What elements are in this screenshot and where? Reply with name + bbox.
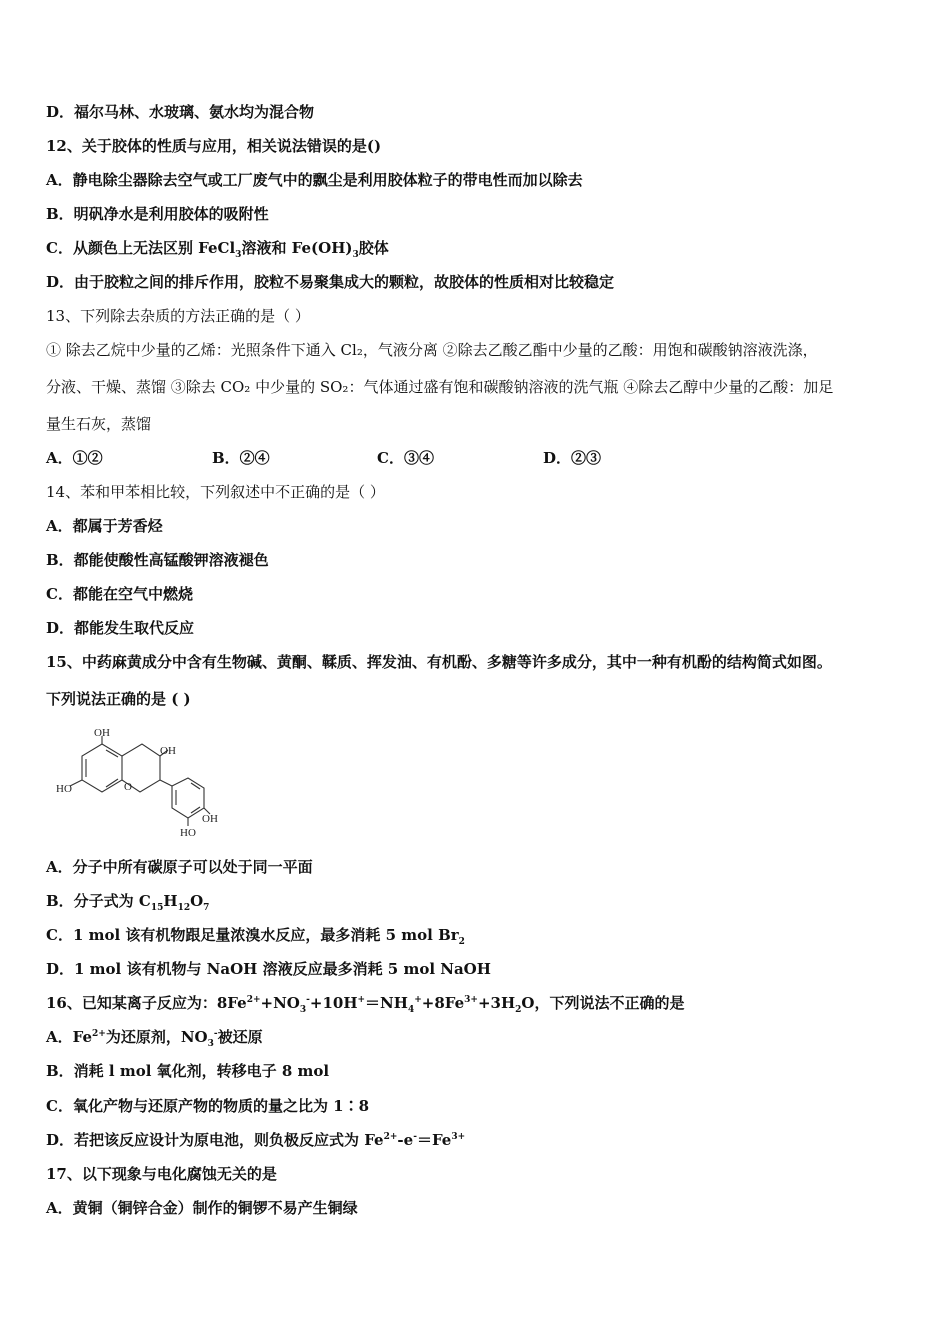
phenol-structure-diagram (52, 726, 222, 842)
q14-option-a: A．都属于芳香烃 (46, 517, 163, 535)
mol-label-ho-left: HO (56, 783, 72, 795)
mol-label-ho-bottom: HO (180, 827, 196, 839)
q15-stem: 15、中药麻黄成分中含有生物碱、黄酮、鞣质、挥发油、有机酚、多糖等许多成分，其中一种有机酚的结构简式如图。 (46, 653, 832, 671)
q13-statement-2: 分液、干燥、蒸馏 ③除去 CO₂ 中少量的 SO₂：气体通过盛有饱和碳酸钠溶液的洗气瓶 ④除去乙醇中少量的乙酸：加足 (46, 378, 834, 396)
q13-stem: 13、下列除去杂质的方法正确的是（ ） (46, 307, 310, 325)
q16-stem: 16、已知某离子反应为：$8Fe^{2+}+NO_3^-+10H^+=NH_4^++8Fe^{3+}+3H_2O$，下列说法不正确的是 (46, 994, 685, 1015)
q13-option-b: B．②④ (212, 449, 270, 467)
q12-option-c: C．从颜色上无法区别 FeCl$_3$溶液和 $Fe(OH)_3$胶体 (46, 239, 389, 260)
q13-option-a: A．①② (46, 449, 103, 467)
q14-option-d: D．都能发生取代反应 (46, 619, 195, 637)
q15-stem-2: 下列说法正确的是 ( ) (46, 690, 191, 708)
mol-label-oh-top: OH (94, 727, 110, 739)
q13-option-d: D．②③ (543, 449, 602, 467)
q13-statement-3: 量生石灰，蒸馏 (46, 415, 152, 433)
q12-option-d: D．由于胶粒之间的排斥作用，胶粒不易聚集成大的颗粒，故胶体的性质相对比较稳定 (46, 273, 615, 291)
q14-option-b: B．都能使酸性高锰酸钾溶液褪色 (46, 551, 269, 569)
q13-option-c: C．③④ (377, 449, 434, 467)
mol-label-oh-bottom-right: OH (202, 813, 218, 825)
q14-stem: 14、苯和甲苯相比较，下列叙述中不正确的是（ ） (46, 483, 385, 501)
q15-option-b: B．分子式为 $C_{15}H_{12}O_7$ (46, 892, 210, 913)
q17-option-a: A．黄铜（铜锌合金）制作的铜锣不易产生铜绿 (46, 1199, 358, 1217)
q14-option-c: C．都能在空气中燃烧 (46, 585, 193, 603)
q12-option-b: B．明矾净水是利用胶体的吸附性 (46, 205, 269, 223)
q16-option-d: D．若把该反应设计为原电池，则负极反应式为 $Fe^{2+}-e^-=Fe^{3+}$ (46, 1131, 466, 1149)
q16-option-c: C．氧化产物与还原产物的物质的量之比为 1∶8 (46, 1097, 370, 1115)
q17-stem: 17、以下现象与电化腐蚀无关的是 (46, 1165, 277, 1183)
q12-stem: 12、关于胶体的性质与应用，相关说法错误的是() (46, 137, 382, 155)
q16-option-a: A．$Fe^{2+}$为还原剂，$NO_3^-$被还原 (46, 1028, 263, 1049)
q16-option-b: B．消耗 l mol 氧化剂，转移电子 8 mol (46, 1062, 330, 1080)
q11-option-d: D．福尔马林、水玻璃、氨水均为混合物 (46, 103, 315, 121)
mol-label-oh-right: OH (160, 745, 176, 757)
q15-option-c: C．1 mol 该有机物跟足量浓溴水反应，最多消耗 5 mol $Br_2$ (46, 926, 465, 947)
q15-option-d: D．1 mol 该有机物与 NaOH 溶液反应最多消耗 5 mol NaOH (46, 960, 491, 978)
q13-statement-1: ① 除去乙烷中少量的乙烯：光照条件下通入 Cl₂，气液分离 ②除去乙酸乙酯中少量的乙酸：用饱和碳酸钠溶液洗涤， (46, 341, 818, 359)
q12-option-a: A．静电除尘器除去空气或工厂废气中的飘尘是利用胶体粒子的带电性而加以除去 (46, 171, 583, 189)
q15-option-a: A．分子中所有碳原子可以处于同一平面 (46, 858, 313, 876)
mol-label-o-ring: O (124, 781, 132, 793)
